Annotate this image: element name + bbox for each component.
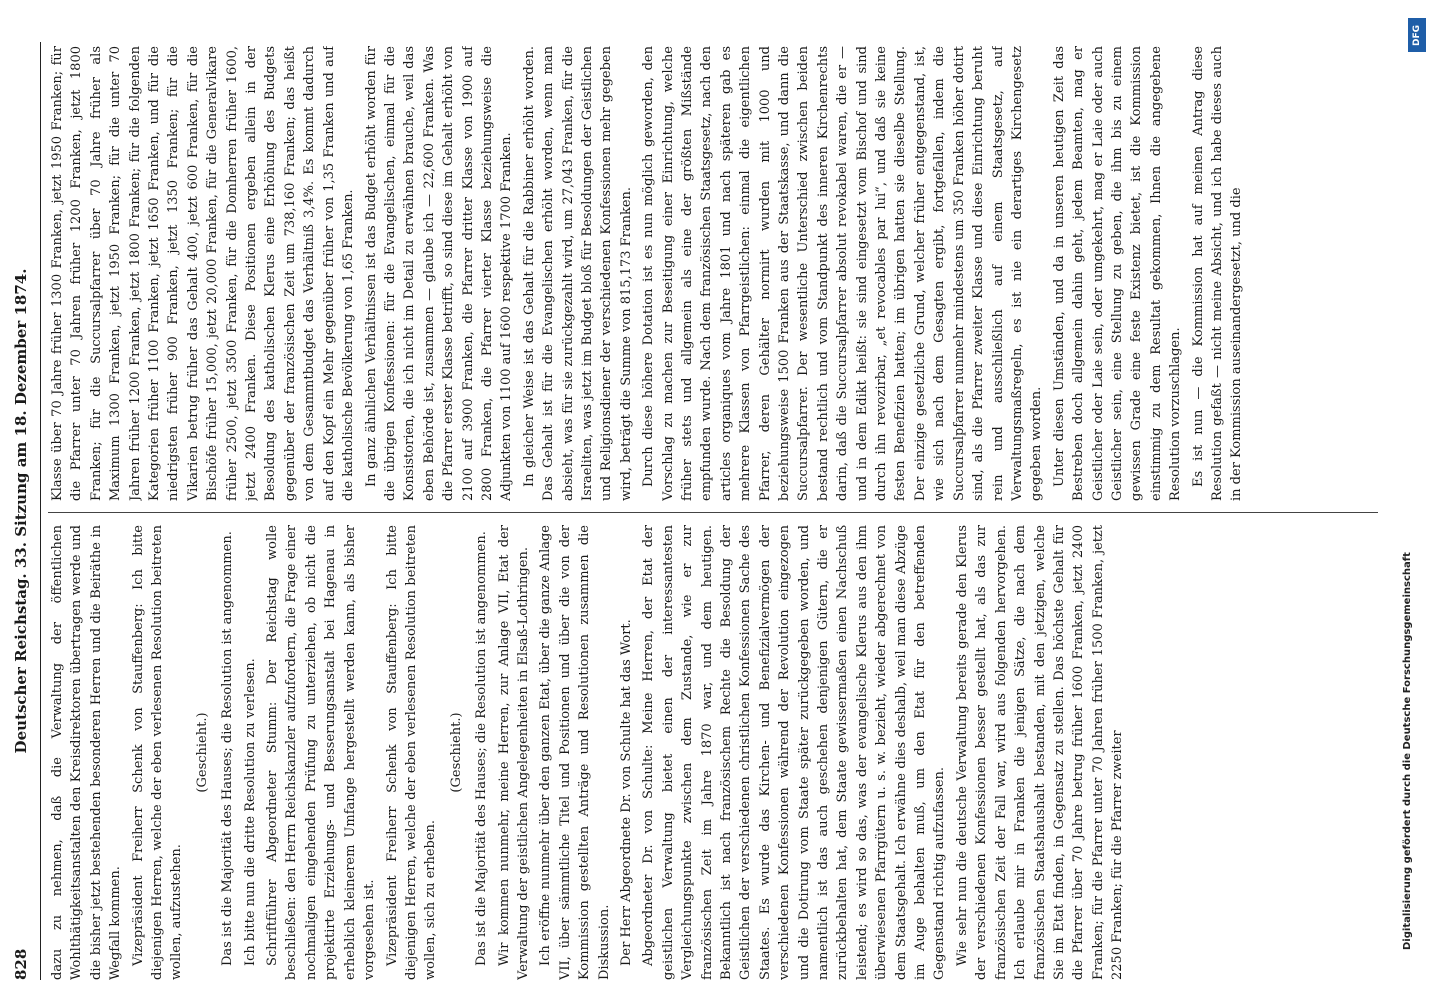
paragraph: Vizepräsident Freiherr Schenk von Stauffenberg: Ich bitte diejenigen Herren, welche der eben verlesenen Resolution beitreten wollen, sich zu erheben. — [384, 525, 439, 980]
paragraph: Das ist die Majorität des Hauses; die Resolution ist angenommen. — [220, 531, 236, 966]
left-column — [48, 525, 1378, 980]
paragraph: Klasse über 70 Jahre früher 1300 Franken, jetzt 1950 Franken; für die Pfarrer unter 70 Jahren früher 1200 Franken, jetzt 1800 Franken; für die Succursalpfarrer über 70 Jahre früher als Maximum 1300 Franken, jetzt 1950 Franken; für die unter 70 Jahren früher 1200 Franken, jetzt 1800 Franken; für die folgenden Kategorien früher 1100 Franken, jetzt 1650 Franken, und für die niedrigsten früher 900 Franken, jetzt 1350 Franken; für die Vikarien betrug früher das Gehalt 400, jetzt 600 Franken, für die Bischöfe früher 15,000, jetzt 20,000 Franken, für die Generalvikare früher 2500, jetzt 3500 Franken, für die Domherren früher 1600, jetzt 2400 Franken. Diese Positionen ergeben allein in der Besoldung des katholischen Klerus eine Erhöhung des Budgets gegenüber der französischen Zeit um 738,160 Franken; das heißt von dem Gesammtbudget das Verhältniß 3,4%. Es kommt dadurch auf den Kopf ein Mehr gegenüber früher von 1,35 Franken und auf die katholische Bevölkerung von 1,65 Franken. — [50, 46, 357, 501]
paragraph: Durch diese höhere Dotation ist es nun möglich geworden, den Vorschlag zu machen zur Beseitigung einer Einrichtung, welche früher stets und allgemein als eine der größten Mißstände empfunden wurde. Nach dem französischen Staatsgesetz, nach den articles organiques vom Jahre 1801 und nach späteren gab es mehrere Klassen von Pfarrgeistlichen: einmal die eigentlichen Pfarrer, deren Gehälter normirt wurden mit 1000 und beziehungsweise 1500 Franken aus der Staatskasse, und dann die Succursalpfarrer. Der wesentliche Unterschied zwischen beiden bestand rechtlich und vom Standpunkt des inneren Kirchenrechts darin, daß die Succursalpfarrer absolut revokabel waren, die er — und in dem Edikt heißt: sie sind eingesetzt vom Bischof und sind durch ihn revozirbar, „et revocables par lui“, und daß sie keine festen Benefizien hatten; im übrigen hatten sie dieselbe Stellung. Der einzige gesetzliche Grund, welcher früher entgegenstand, ist, wie sich nach dem Gesagten ergibt, fortgefallen, indem die Succursalpfarrer nunmehr mindestens um 350 Franken höher dotirt sind, als die Pfarrer zweiter Klasse und diese Einrichtung beruht rein und ausschließlich auf einem Staatsgesetz, auf Verwaltungsmaßregeln, es ist nie ein derartiges Kirchengesetz gegeben worden. — [641, 46, 1045, 501]
paragraph: Vizepräsident Freiherr Schenk von Stauffenberg: Ich bitte diejenigen Herren, welche der eben verlesenen Resolution beitreten wollen, aufzustehen. — [130, 525, 185, 980]
paragraph: Schriftführer Abgeordneter Stumm: Der Reichstag wolle beschließen: den Herrn Reichskanzler aufzufordern, die Frage einer nochmaligen eingehenden Prüfung zu unterziehen, ob nicht die projektirte Erziehungs- und Besserungsanstalt bei Hagenau in erheblich kleinerem Umfange hergestellt werden kann, als bisher vorgesehen ist. — [265, 525, 378, 980]
column-divider — [48, 512, 1378, 513]
paragraph: Unter diesen Umständen, und da in unseren heutigen Zeit das Bestreben doch allgemein dahin geht, jedem Beamten, mag er Geistlicher oder Laie sein, oder umgekehrt, mag er Laie oder auch Geistlicher sein, eine Stellung zu geben, die ihm bis zu einem gewissen Grade eine feste Existenz bietet, ist die Kommission einstimmig zu dem Resultat gekommen, Ihnen die angegebene Resolution vorzuschlagen. — [1051, 46, 1184, 501]
paragraph: Es ist nun — die Kommission hat auf meinen Antrag diese Resolution gefaßt — nicht meine Absicht, und ich habe dieses auch in der Kommission auseinandergesetzt, und die — [1190, 46, 1245, 501]
right-column — [48, 46, 1378, 501]
paragraph: Ich eröffne nunmehr über den ganzen Etat, über die ganze Anlage VII, über sämmtliche Titel und Positionen und über die von der Kommission gestellten Anträge und Resolutionen zusammen die Diskussion. — [538, 525, 612, 980]
digitization-sidebar — [1400, 20, 1430, 980]
paragraph: Wie sehr nun die deutsche Verwaltung bereits gerade den Klerus der verschiedenen Konfessionen besser gestellt hat, als das zur französischen Zeit der Fall war, wird aus folgenden hervorgehen. Ich erlaube mir in Franken die jenigen Sätze, die nach dem französischen Staatshaushalt bestanden, mit den jetzigen, welche Sie im Etat finden, in Gegensatz zu stellen. Das höchste Gehalt für die Pfarrer über 70 Jahre betrug früher 1600 Franken, jetzt 2400 Franken; für die Pfarrer unter 70 Jahren früher 1500 Franken, jetzt 2250 Franken; für die Pfarrer zweiter — [954, 525, 1126, 980]
page-header — [10, 42, 41, 980]
page-number: 828 — [12, 948, 30, 980]
paragraph: Wir kommen nunmehr, meine Herren, zur Anlage VII, Etat der Verwaltung der geistlichen Angelegenheiten in Elsaß-Lothringen. — [496, 525, 531, 980]
paragraph: Abgeordneter Dr. von Schulte: Meine Herren, der Etat der geistlichen Verwaltung bietet einen der interessantesten Vergleichungspunkte zwischen dem Zustande, wie er zur französischen Zeit im Jahre 1870 war, und dem heutigen. Bekanntlich ist nach französischem Rechte die Besoldung der Geistlichen der verschiedenen christlichen Konfessionen Sache des Staates. Es wurde das Kirchen- und Benefizialvermögen der verschiedenen Konfessionen während der Revolution eingezogen und die Dotirung vom Staate später zurückgegeben worden, und namentlich ist das auch geschehen denjenigen Gütern, die er zurückbehalten hat, dem Staate gewissermaßen einen Nachschuß leistend; es wird so das, was der evangelische Klerus aus den ihm überwiesenen Pfarrgütern u. s. w. bezieht, wieder abgerechnet von dem Staatsgehalt. Ich erwähne dies deshalb, weil man diese Abzüge im Auge behalten muß, um den Etat für den betreffenden Gegenstand richtig aufzufassen. — [641, 525, 948, 980]
paragraph: dazu zu nehmen, daß die Verwaltung der öffentlichen Wohlthätigkeitsanstalten den Kreisdirektoren übertragen werde und die bisher jetzt bestehenden besonderen Herren und die Beiräthe in Wegfall kommen. — [50, 525, 124, 980]
digitization-note: Digitalisierung gefördert durch die Deutsche Forschungsgemeinschaft — [1402, 552, 1413, 950]
paragraph: Ich bitte nun die dritte Resolution zu verlesen. — [242, 658, 258, 966]
paragraph: In ganz ähnlichen Verhältnissen ist das Budget erhöht worden für die übrigen Konfessionen: für die Evangelischen, einmal für die Konsistorien, die ich nicht im Detail zu erwähnen brauche, weil das eben Behörde ist, zusammen — glaube ich — 22,600 Franken. Was die Pfarrer erster Klasse betrifft, so sind diese im Gehalt erhöht von 2100 auf 3900 Franken, die Pfarrer dritter Klasse von 1900 auf 2800 Franken, die Pfarrer vierter Klasse beziehungsweise die Adjunkten von 1100 auf 1600 respektive 1700 Franken. — [363, 46, 515, 501]
stage-direction: (Geschieht.) — [194, 712, 210, 793]
running-head: Deutscher Reichstag. 33. Sitzung am 18. Dezember 1874. — [12, 268, 30, 754]
dfg-logo: DFG — [1408, 18, 1426, 52]
stage-direction: (Geschieht.) — [448, 712, 464, 793]
paragraph: Der Herr Abgeordnete Dr. von Schulte hat das Wort. — [618, 619, 634, 966]
paragraph: In gleicher Weise ist das Gehalt für die Rabbiner erhöht worden. Das Gehalt ist für die Evangelischen erhöht worden, wenn man absieht, was für sie zurückgezahlt wird, um 27,043 Franken, für die Israeliten, was jetzt im Budget bloß für Besoldungen der Geistlichen und Religionsdiener der verschiedenen Konfessionen mehr gegeben wird, beträgt die Summe von 815,173 Franken. — [521, 46, 634, 501]
paragraph: Das ist die Majorität des Hauses; die Resolution ist angenommen. — [474, 531, 490, 966]
